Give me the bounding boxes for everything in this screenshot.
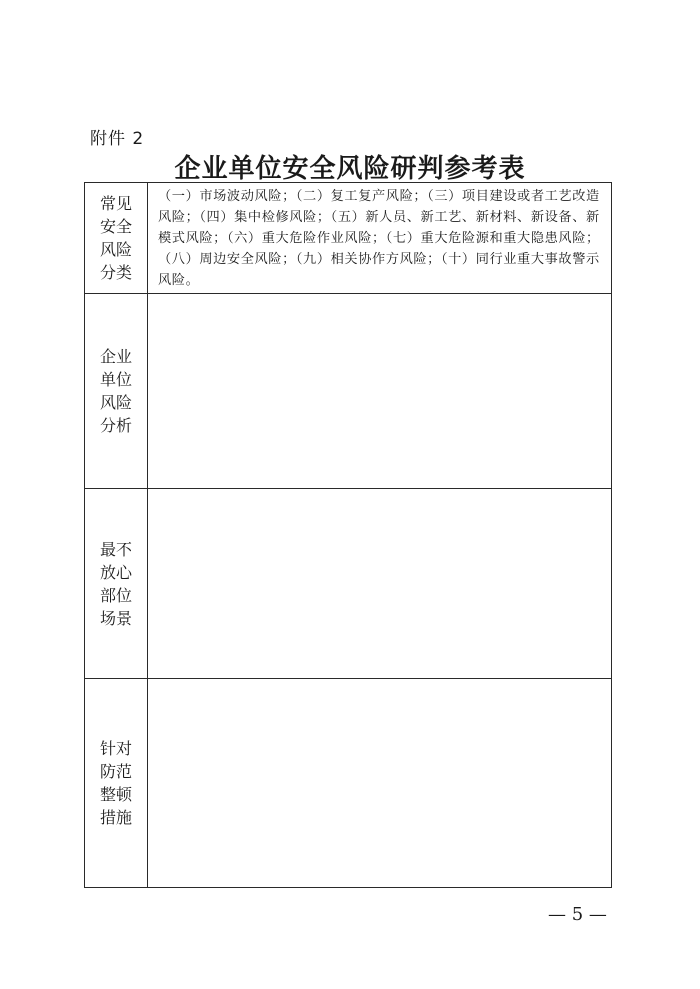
row-header: [85, 183, 148, 294]
document-title: 企业单位安全风险研判参考表: [174, 154, 526, 184]
table-row: [85, 294, 612, 489]
table-row: [85, 183, 612, 294]
risk-assessment-table: [84, 182, 612, 888]
annex-label: 附件 2: [90, 129, 145, 149]
row-content: [148, 183, 612, 294]
row-content[interactable]: [148, 489, 612, 679]
table-row: [85, 489, 612, 679]
row-content[interactable]: [148, 679, 612, 888]
row-header-label: 针对防范整顿措施: [99, 739, 132, 827]
row-header-label: 常见安全风险分类: [99, 194, 132, 282]
page-number: — 5 —: [548, 904, 607, 925]
table-row: [85, 679, 612, 888]
row-header: [85, 294, 148, 489]
row-header-label: 最不放心部位场景: [99, 539, 132, 628]
row-header-label: 企业单位风险分析: [99, 347, 132, 435]
row-header: [85, 679, 148, 888]
row-content[interactable]: [148, 294, 612, 489]
risk-categories-text: （一）市场波动风险；（二）复工复产风险；（三）项目建设或者工艺改造风险；（四）集中检修风险；（五）新人员、新工艺、新材料、新设备、新模式风险；（六）重大危险作业风险；（七）重大危险源和重大隐患风险；（八）周边安全风险；（九）相关协作方风险；（十）同行业重大事故警示风险。: [158, 189, 600, 288]
row-header: [85, 489, 148, 679]
